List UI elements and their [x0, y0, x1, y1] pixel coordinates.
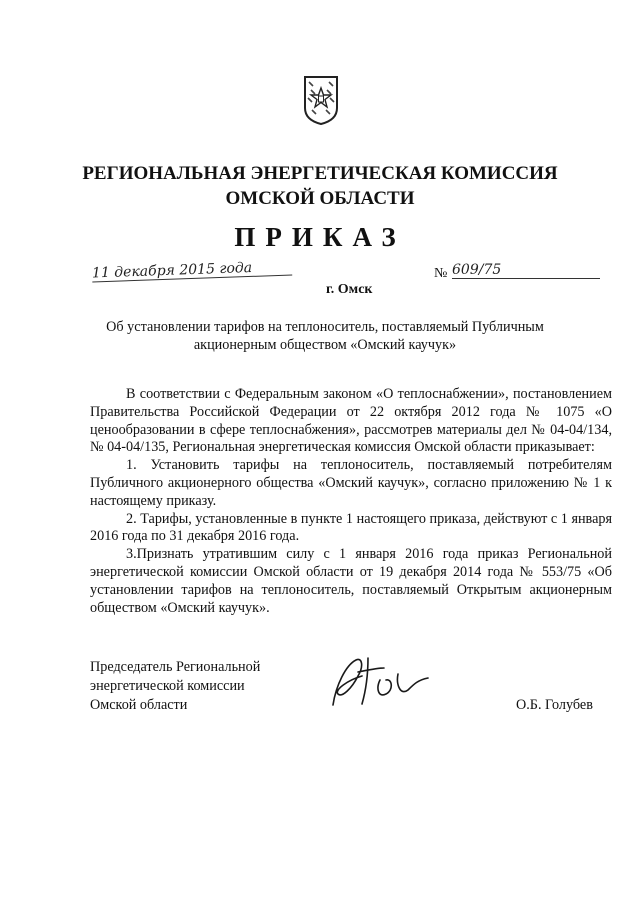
- handwritten-signature: [328, 650, 440, 712]
- signatory-title-line1: Председатель Региональной: [90, 659, 261, 675]
- order-number-handwritten: 609/75: [452, 262, 600, 279]
- document-type-title: ПРИКАЗ: [234, 222, 406, 252]
- signatory-name: О.Б. Голубев: [516, 697, 593, 713]
- clause-1-paragraph: 1. Установить тарифы на теплоноситель, поставляемый потребителям Публичного акционерного общества «Омский каучук», согласно приложению № 1 к настоящему приказу.: [90, 457, 612, 509]
- clause-3-paragraph: 3.Признать утратившим силу с 1 января 2016 года приказ Региональной энергетической комиссии Омской области от 19 декабря 2014 года № 553/75 «Об установлении тарифов на теплоноситель, поставляемый Открытым акционерным обществом «Омский каучук».: [90, 546, 612, 616]
- signatory-title-line3: Омской области: [90, 697, 188, 713]
- order-subject: [60, 318, 590, 354]
- order-date-handwritten: 11 декабря 2015 года: [92, 259, 292, 283]
- order-body: [90, 386, 612, 617]
- city-label: г. Омск: [326, 282, 373, 297]
- coat-of-arms-emblem: [302, 74, 340, 126]
- organization-name-line1: РЕГИОНАЛЬНАЯ ЭНЕРГЕТИЧЕСКАЯ КОМИССИЯ: [82, 163, 558, 184]
- order-subject-line1: Об установлении тарифов на теплоноситель, поставляемый Публичным: [106, 319, 544, 335]
- clause-2-paragraph: 2. Тарифы, установленные в пункте 1 настоящего приказа, действуют с 1 января 2016 года по 31 декабря 2016 года.: [90, 510, 612, 545]
- preamble-paragraph: В соответствии с Федеральным законом «О теплоснабжении», постановлением Правительства Российской Федерации от 22 октября 2012 года № 1075 «О ценообразовании в сфере теплоснабжения», рассмотрев материалы дел № 04-04/134, № 04-04/135, Региональная энергетическая комиссия Омской области приказывает:: [90, 386, 612, 456]
- signatory-title-line2: энергетической комиссии: [90, 678, 245, 694]
- order-subject-line2: акционерным обществом «Омский каучук»: [193, 337, 457, 353]
- order-number-label: №: [434, 266, 448, 281]
- signatory-title: [90, 658, 260, 715]
- organization-name-line2: ОМСКОЙ ОБЛАСТИ: [225, 188, 415, 209]
